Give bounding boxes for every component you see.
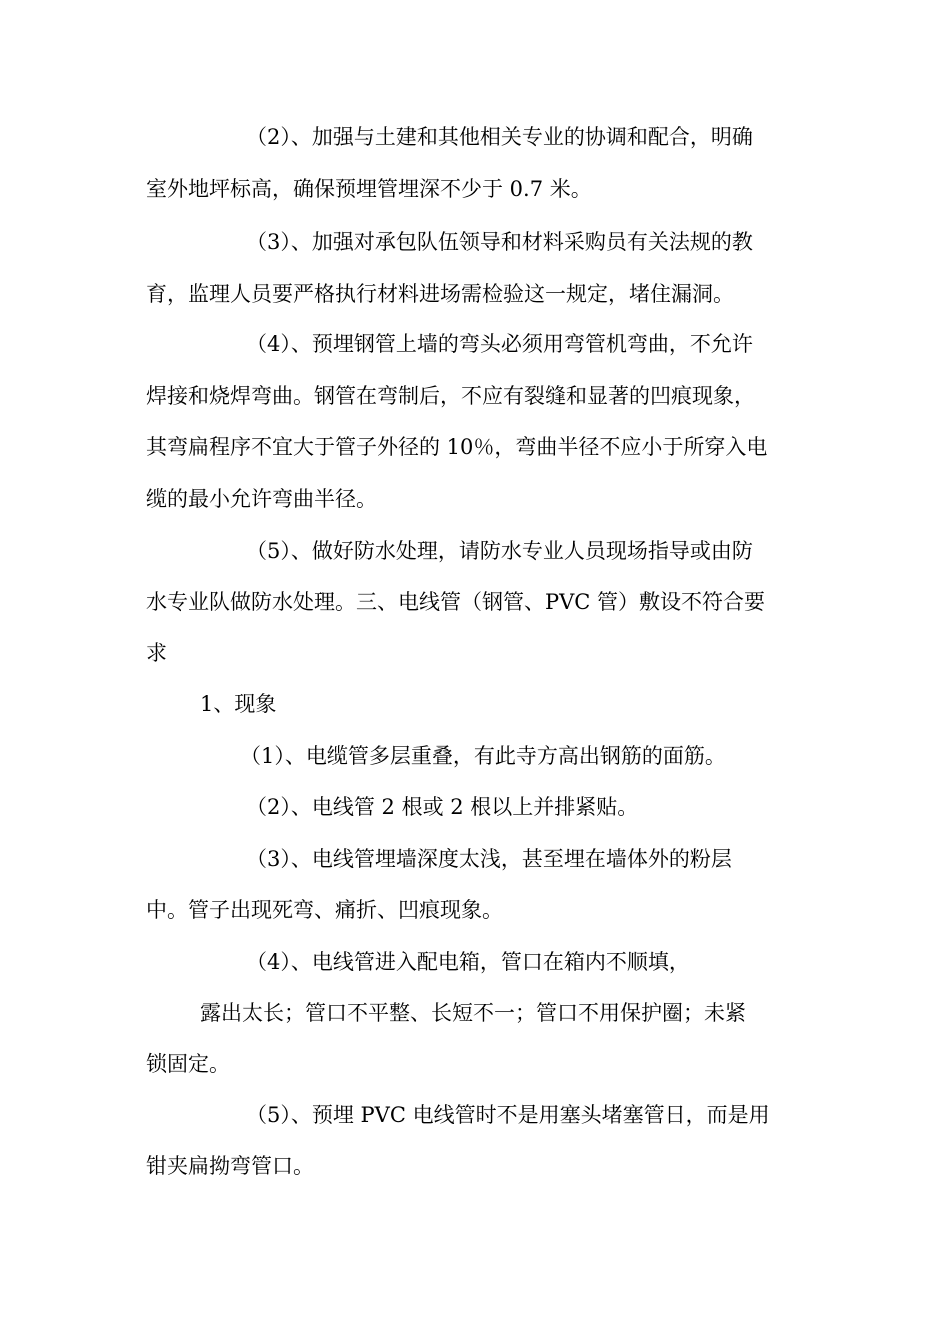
text-line: 缆的最小允许弯曲半径。 <box>146 487 377 511</box>
text-line: （4）、预埋钢管上墙的弯头必须用弯管机弯曲，不允许 <box>246 332 753 356</box>
text-line: （2）、电线管 2 根或 2 根以上并排紧贴。 <box>246 795 639 819</box>
text-line: 室外地坪标高，确保预埋管埋深不少于 0.7 米。 <box>146 177 592 201</box>
section-heading: 1、现象 <box>200 692 277 716</box>
text-line: 育，监理人员要严格执行材料进场需检验这一规定，堵住漏洞。 <box>146 282 734 306</box>
text-line: （3）、电线管埋墙深度太浅，甚至埋在墙体外的粉层 <box>246 847 732 871</box>
text-line: 焊接和烧焊弯曲。钢管在弯制后，不应有裂缝和显著的凹痕现象， <box>146 384 755 408</box>
text-line: （2）、加强与土建和其他相关专业的协调和配合，明确 <box>246 125 753 149</box>
text-line: 求 <box>146 641 167 665</box>
text-line: 露出太长；管口不平整、长短不一；管口不用保护圈；未紧 <box>200 1001 746 1025</box>
text-line: （1）、电缆管多层重叠，有此寺方高出钢筋的面筋。 <box>240 744 726 768</box>
text-line: 其弯扁程序不宜大于管子外径的 10％，弯曲半径不应小于所穿入电 <box>146 435 768 459</box>
text-line: 水专业队做防水处理。三、电线管（钢管、PVC 管）敷设不符合要 <box>146 590 766 614</box>
text-line: （4）、电线管进入配电箱，管口在箱内不顺填， <box>246 950 690 974</box>
text-line: （5）、做好防水处理，请防水专业人员现场指导或由防 <box>246 539 753 563</box>
text-line: （5）、预埋 PVC 电线管时不是用塞头堵塞管日，而是用 <box>246 1103 770 1127</box>
text-line: 中。管子出现死弯、痛折、凹痕现象。 <box>146 898 503 922</box>
text-line: （3）、加强对承包队伍领导和材料采购员有关法规的教 <box>246 230 753 254</box>
text-line: 钳夹扁拗弯管口。 <box>146 1154 314 1178</box>
text-line: 锁固定。 <box>146 1052 230 1076</box>
